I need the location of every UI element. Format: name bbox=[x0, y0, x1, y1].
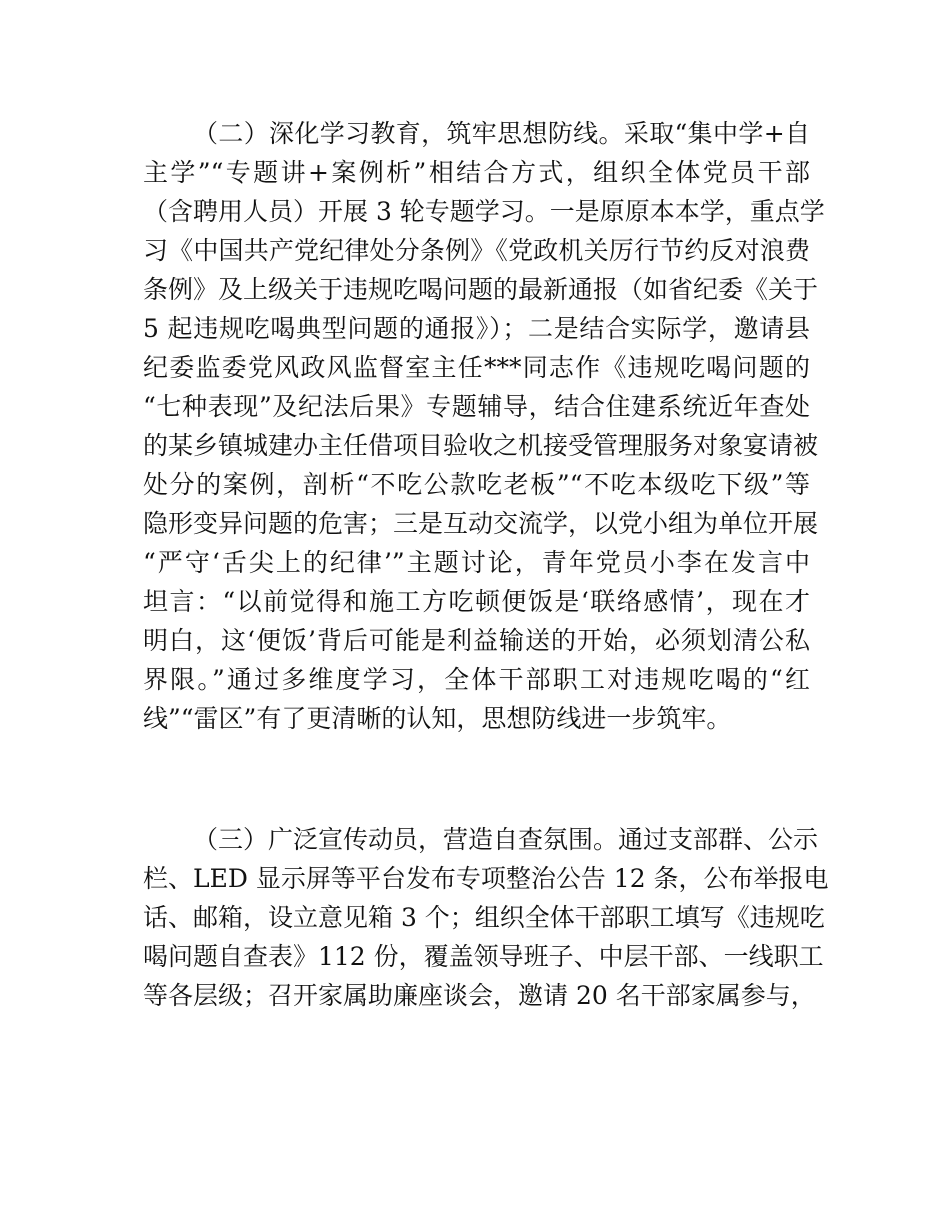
paragraph-publicity-mobilization bbox=[143, 820, 829, 1015]
text-line: 隐形变异问题的危害；三是互动交流学，以党小组为单位开展 bbox=[143, 509, 819, 538]
text-line: （二）深化学习教育，筑牢思想防线。采取“集中学+自 bbox=[193, 119, 810, 148]
text-line: 话、邮箱，设立意见箱 3 个；组织全体干部职工填写《违规吃 bbox=[143, 903, 825, 932]
text-line: 明白，这‘便饭’背后可能是利益输送的开始，必须划清公私 bbox=[143, 626, 810, 655]
text-line: 界限。”通过多维度学习，全体干部职工对违规吃喝的“红 bbox=[143, 665, 810, 694]
text-line: 的某乡镇城建办主任借项目验收之机接受管理服务对象宴请被 bbox=[143, 431, 819, 460]
text-line: 处分的案例，剖析“不吃公款吃老板”“不吃本级吃下级”等 bbox=[143, 470, 810, 499]
text-line: （三）广泛宣传动员，营造自查氛围。通过支部群、公示 bbox=[193, 825, 819, 854]
text-line: （含聘用人员）开展 3 轮专题学习。一是原原本本学，重点学 bbox=[143, 197, 825, 226]
text-line: “七种表现”及纪法后果》专题辅导，结合住建系统近年查处 bbox=[143, 392, 810, 421]
text-line: 线”“雷区”有了更清晰的认知，思想防线进一步筑牢。 bbox=[143, 704, 732, 733]
text-line: “严守‘舌尖上的纪律’”主题讨论，青年党员小李在发言中 bbox=[143, 548, 810, 577]
text-line: 栏、LED 显示屏等平台发布专项整治公告 12 条，公布举报电 bbox=[143, 864, 829, 893]
text-line: 等各层级；召开家属助廉座谈会，邀请 20 名干部家属参与， bbox=[143, 981, 816, 1010]
paragraph-study-education bbox=[143, 114, 825, 738]
text-line: 主学”“专题讲+案例析”相结合方式，组织全体党员干部 bbox=[143, 158, 810, 187]
text-line: 5 起违规吃喝典型问题的通报》）；二是结合实际学，邀请县 bbox=[143, 314, 810, 343]
text-line: 习《中国共产党纪律处分条例》《党政机关厉行节约反对浪费 bbox=[143, 236, 810, 265]
text-line: 纪委监委党风政风监督室主任***同志作《违规吃喝问题的 bbox=[143, 353, 810, 382]
text-line: 坦言：“以前觉得和施工方吃顿便饭是‘联络感情’，现在才 bbox=[143, 587, 810, 616]
text-line: 条例》及上级关于违规吃喝问题的最新通报（如省纪委《关于 bbox=[143, 275, 819, 304]
text-line: 喝问题自查表》112 份，覆盖领导班子、中层干部、一线职工 bbox=[143, 942, 824, 971]
